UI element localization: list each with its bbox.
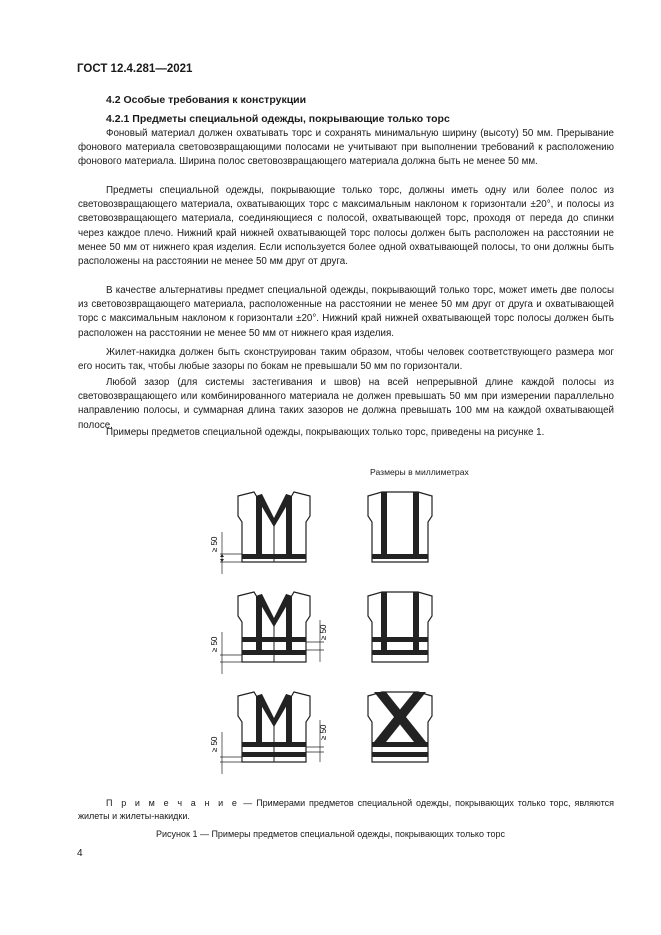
vest-front-two-bands-alt — [238, 692, 310, 762]
dimensions-label: Размеры в миллиметрах — [370, 467, 469, 477]
svg-text:≥ 50: ≥ 50 — [210, 636, 219, 652]
svg-text:≥ 50: ≥ 50 — [319, 624, 328, 640]
document-header: ГОСТ 12.4.281—2021 — [77, 63, 193, 75]
vest-back-one-band — [368, 492, 432, 562]
figure-vest-examples — [200, 482, 460, 782]
paragraph-5: Любой зазор (для системы застегивания и швов) на всей непрерывной длине каждой полосы из световозвращающего или комбинированного материала не должен превышать 50 мм при измерении параллельно направлению полосы, и суммарная длина таких зазоров не должна превышать 100 мм на каждой охватывающей полосе. — [78, 377, 614, 431]
paragraph-1: Фоновый материал должен охватывать торс и сохранять минимальную ширину (высоту) 50 мм. Прерывание фонового материала световозвращающими полосами не учитывают при выполнении требований к расположению фонового материала. Ширина полос световозвращающего материала должна быть не менее 50 мм. — [78, 128, 614, 168]
vest-front-one-band — [238, 492, 310, 562]
note-text: — Примерами предметов специальной одежды, покрывающих только торс, являются жилеты и жилеты-накидки. — [78, 798, 614, 821]
vest-front-two-bands — [238, 592, 310, 662]
page-number: 4 — [77, 848, 83, 859]
subsection-heading: 4.2.1 Предметы специальной одежды, покрывающие только торс — [106, 113, 450, 125]
note-label: П р и м е ч а н и е — [106, 798, 240, 808]
paragraph-4: Жилет-накидка должен быть сконструирован таким образом, чтобы человек соответствующего размера мог его носить так, чтобы любые зазоры по бокам не превышали 50 мм по горизонтали. — [78, 347, 614, 373]
svg-text:≥ 50: ≥ 50 — [210, 736, 219, 752]
paragraph-2: Предметы специальной одежды, покрывающие только торс, должны иметь одну или более полос из световозвращающего материала, охватывающих торс с максимальным наклоном к горизонтали ±20°, и полосы из световозвращающего материала, соединяющиеся с полосой, охватывающей торс, проходя от переда до спинки через каждое плечо. Нижний край нижней охватывающей торс полосы должен быть расположен на расстоянии не менее 50 мм от нижнего края изделия. Если используется более одной охватывающей полосы, то они должны быть расположены на расстоянии не менее 50 мм друг от друга. — [78, 185, 614, 268]
figure-note — [78, 797, 614, 823]
svg-text:≥ 50: ≥ 50 — [319, 724, 328, 740]
paragraph-3: В качестве альтернативы предмет специальной одежды, покрывающий только торс, может иметь две полосы из световозвращающего материала, расположенные на расстоянии не менее 50 мм друг от друга и охватывающей торс с максимальным наклоном к горизонтали ±20°. Нижний край нижней охватывающей торс полосы должен быть расположен на расстоянии не менее 50 мм от нижнего края изделия. — [78, 285, 614, 339]
vest-back-two-bands — [368, 592, 432, 662]
dimension-marker-1 — [210, 532, 242, 574]
paragraph-6: Примеры предметов специальной одежды, покрывающих только торс, приведены на рисунке 1. — [106, 427, 545, 438]
figure-caption: Рисунок 1 — Примеры предметов специальной одежды, покрывающих только торс — [156, 829, 505, 839]
dim-label: ≥ 50 — [210, 536, 219, 552]
section-heading: 4.2 Особые требования к конструкции — [106, 94, 307, 106]
vest-back-x-pattern — [368, 692, 432, 762]
